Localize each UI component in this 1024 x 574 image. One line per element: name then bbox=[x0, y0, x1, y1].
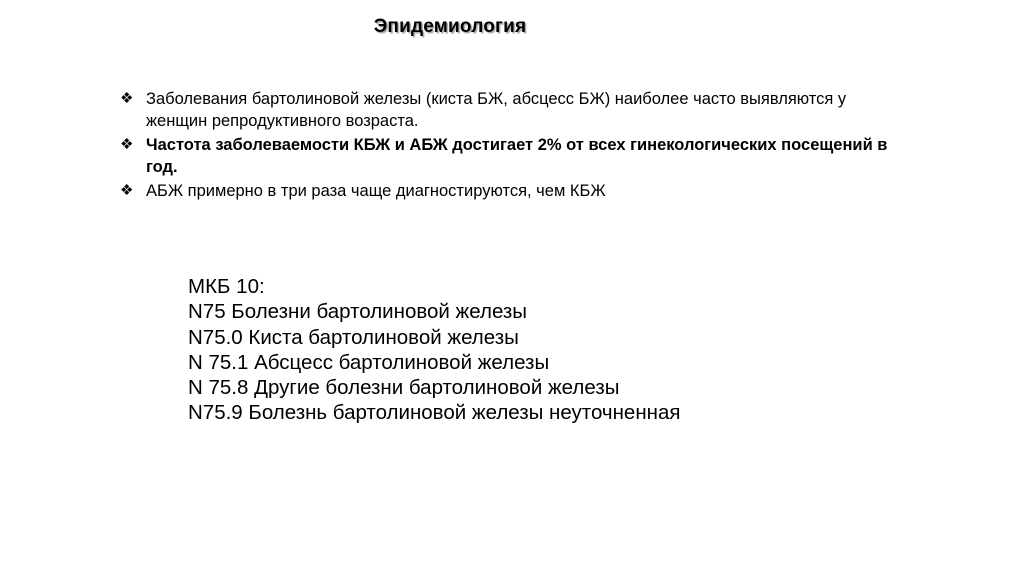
bullet-item bbox=[118, 134, 908, 178]
bullet-text: Частота заболеваемости КБЖ и АБЖ достигает 2% от всех гинекологических посещений в год. bbox=[146, 136, 888, 176]
icd-code-line: N75.0 Киста бартолиновой железы bbox=[188, 325, 519, 349]
icd-code-line: N75.9 Болезнь бартолиновой железы неуточненная bbox=[188, 401, 681, 425]
bullet-item bbox=[118, 88, 908, 132]
slide-title: Эпидемиология bbox=[373, 16, 527, 37]
diamond-bullet-icon: ❖ bbox=[120, 182, 134, 199]
icd-heading: МКБ 10: bbox=[188, 275, 265, 298]
icd-code-block bbox=[188, 274, 680, 426]
bullet-text: Заболевания бартолиновой железы (киста БЖ, абсцесс БЖ) наиболее часто выявляются у женщин репродуктивного возраста. bbox=[146, 90, 847, 130]
icd-code-line: N75 Болезни бартолиновой железы bbox=[188, 300, 528, 324]
diamond-bullet-icon: ❖ bbox=[120, 90, 134, 107]
icd-code-line: N 75.1 Абсцесс бартолиновой железы bbox=[188, 350, 550, 374]
bullet-list bbox=[118, 88, 908, 202]
bullet-item bbox=[118, 180, 908, 202]
bullet-text: АБЖ примерно в три раза чаще диагностируются, чем КБЖ bbox=[146, 182, 606, 200]
diamond-bullet-icon: ❖ bbox=[120, 136, 134, 153]
icd-code-line: N 75.8 Другие болезни бартолиновой железы bbox=[188, 376, 620, 400]
